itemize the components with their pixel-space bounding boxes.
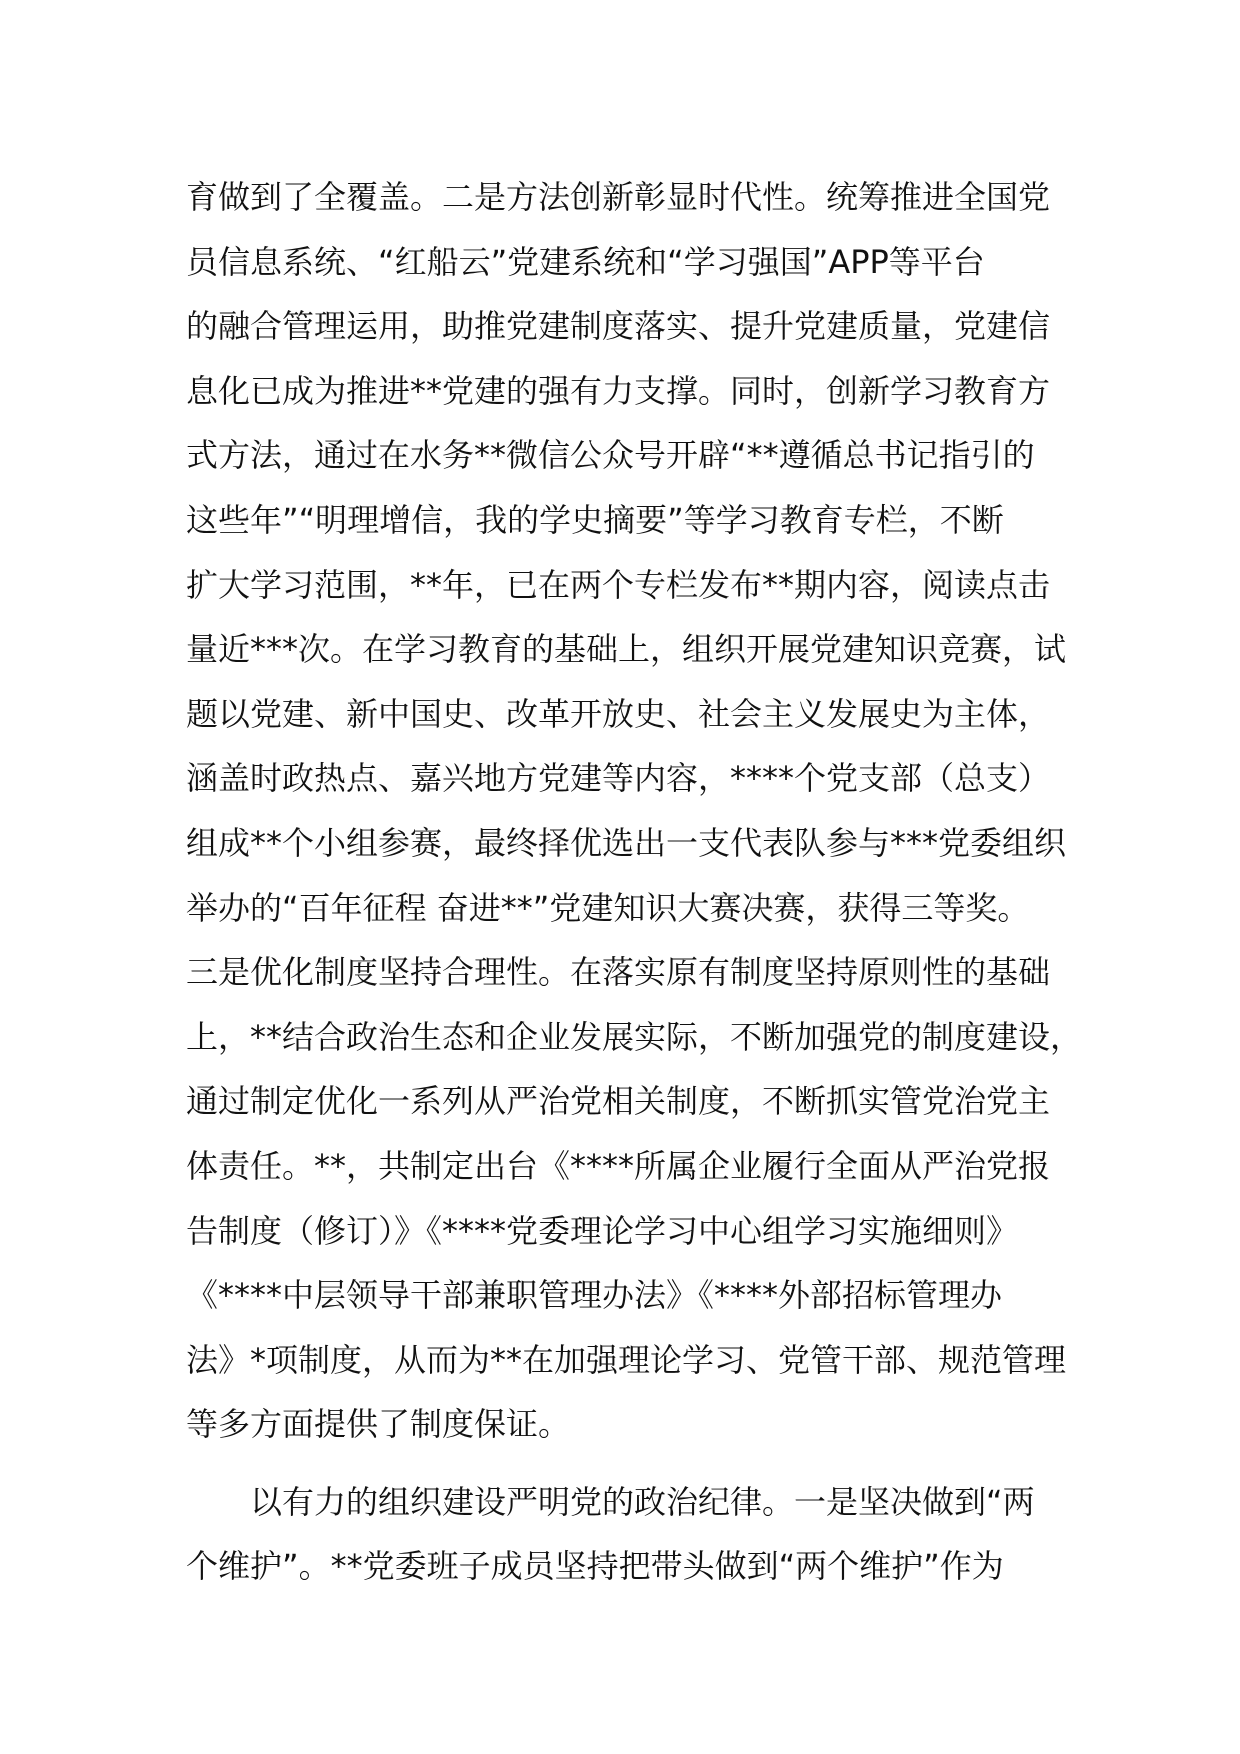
text-line: 扩大学习范围，**年，已在两个专栏发布**期内容，阅读点击	[186, 565, 1051, 604]
text-line: 告制度（修订）》《****党委理论学习中心组学习实施细则》	[186, 1211, 1019, 1250]
text-line: 《****中层领导干部兼职管理办法》《****外部招标管理办	[186, 1276, 1003, 1315]
paragraph-2	[186, 1470, 1086, 1599]
text-line: 以有力的组织建设严明党的政治纪律。一是坚决做到“两	[250, 1482, 1035, 1521]
paragraph-1	[186, 165, 1086, 1457]
text-line: 组成**个小组参赛，最终择优选出一支代表队参与***党委组织	[186, 823, 1067, 862]
text-line: 体责任。**，共制定出台《****所属企业履行全面从严治党报	[186, 1146, 1051, 1185]
text-line: 题以党建、新中国史、改革开放史、社会主义发展史为主体，	[186, 694, 1051, 733]
text-line: 通过制定优化一系列从严治党相关制度，不断抓实管党治党主	[186, 1082, 1051, 1121]
text-line: 这些年”“明理增信，我的学史摘要”等学习教育专栏，不断	[186, 500, 1004, 539]
text-line: 的融合管理运用，助推党建制度落实、提升党建质量，党建信	[186, 307, 1051, 346]
text-line: 员信息系统、“红船云”党建系统和“学习强国”APP等平台	[186, 242, 985, 281]
text-line: 息化已成为推进**党建的强有力支撑。同时，创新学习教育方	[186, 371, 1051, 410]
text-line: 等多方面提供了制度保证。	[186, 1405, 571, 1444]
text-line: 举办的“百年征程 奋进**”党建知识大赛决赛，获得三等奖。	[186, 888, 1030, 927]
text-line: 个维护”。**党委班子成员坚持把带头做到“两个维护”作为	[186, 1547, 1004, 1586]
text-line: 上，**结合政治生态和企业发展实际，不断加强党的制度建设，	[186, 1017, 1083, 1056]
text-line: 育做到了全覆盖。二是方法创新彰显时代性。统筹推进全国党	[186, 178, 1051, 216]
text-line: 三是优化制度坚持合理性。在落实原有制度坚持原则性的基础	[186, 953, 1051, 992]
body-text	[186, 165, 1086, 1599]
text-line: 法》*项制度，从而为**在加强理论学习、党管干部、规范管理	[186, 1340, 1067, 1379]
text-line: 式方法，通过在水务**微信公众号开辟“**遵循总书记指引的	[186, 436, 1035, 475]
text-line: 涵盖时政热点、嘉兴地方党建等内容，****个党支部（总支）	[186, 759, 1051, 798]
text-line: 量近***次。在学习教育的基础上，组织开展党建知识竞赛，试	[186, 630, 1067, 669]
